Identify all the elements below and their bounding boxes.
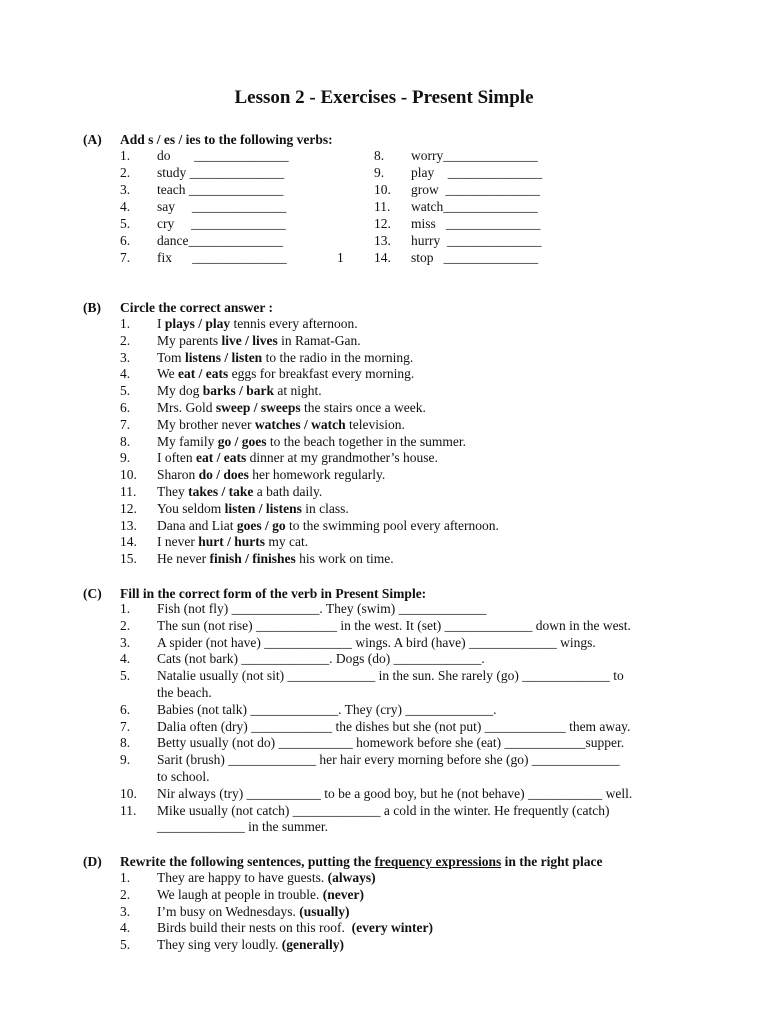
sentence [157,400,426,417]
item-number: 1. [120,870,131,885]
list-item [120,434,720,451]
section-b-heading [83,299,483,316]
sentence-start: Dana and Liat [157,517,237,533]
section-a-label: (A) [83,132,102,147]
verb-blank: say ______________ [157,199,287,214]
sentence-start: Sharon [157,467,199,483]
section-d-label: (D) [83,854,102,869]
sentence-end: in Ramat-Gan. [277,332,361,348]
item-number: 13. [120,517,137,533]
answer-choices: sweep / sweeps [215,400,301,415]
verb-blank: do ______________ [157,148,289,163]
sentence: Nir always (try) ___________ to be a good boy, but he (not behave) ___________ well. [157,785,633,801]
sentence: Natalie usually (not sit) _____________ in the sun. She rarely (go) _____________ to [157,668,624,684]
item-number: 11. [120,484,137,499]
sentence-end: the stairs once a week. [300,400,426,415]
item-number: 3. [120,349,131,365]
section-a-heading [83,131,483,148]
item-number: 4. [120,366,131,382]
answer-choices: eat / eats [178,366,229,382]
item-number: 14. [374,250,391,265]
list-item [120,484,720,501]
item-number: 10. [120,467,137,483]
frequency-expression: (generally) [281,937,344,953]
answer-choices: do / does [198,467,249,483]
sentence-start: My brother never [157,416,255,432]
item-number: 5. [120,937,131,953]
item-number: 1. [120,601,131,616]
list-item [120,501,720,518]
sentence [157,937,344,954]
item-number: 5. [120,216,131,231]
sentence-start: They [157,484,189,499]
answer-choices: go / goes [217,433,267,449]
sentence-start: I often [157,450,196,466]
answer-choices: hurt / hurts [198,534,265,550]
sentence: Fish (not fly) _____________. They (swim) _____________ [157,601,487,616]
answer-choices: listen / listens [224,500,302,516]
section-c-heading [83,585,583,602]
item-number: 3. [120,182,131,197]
sentence-start: Mrs. Gold [157,400,216,415]
sentence-start: My family [157,433,218,449]
sentence: Cats (not bark) _____________. Dogs (do) _____________. [157,651,485,667]
sentence-end: my cat. [265,534,309,550]
sentence [157,333,361,350]
item-number: 9. [120,450,131,466]
item-number: 7. [120,416,131,432]
item-number: 9. [374,165,385,180]
sentence-end: to the swimming pool every afternoon. [285,517,499,533]
page-title: Lesson 2 - Exercises - Present Simple [234,87,534,108]
sentence-end: dinner at my grandmother’s house. [246,450,438,466]
item-number: 12. [374,216,391,231]
item-number: 4. [120,651,131,667]
verb-blank: dance______________ [157,233,283,248]
item-number: 14. [120,534,137,550]
sentence [157,450,438,467]
item-number: 8. [120,433,131,449]
sentence-end: television. [345,416,405,432]
sentence: The sun (not rise) ____________ in the west. It (set) _____________ down in the west. [157,617,631,633]
list-item [120,316,720,333]
item-number: 5. [120,668,131,684]
sentence-continued: _____________ in the summer. [157,819,328,835]
frequency-expression: (every winter) [351,920,433,936]
sentence-end: eggs for breakfast every morning. [228,366,415,382]
item-number: 2. [120,617,131,633]
item-number: 7. [120,718,131,734]
sentence-start: I [157,316,165,331]
list-item [120,518,720,535]
item-number: 1. [120,316,131,331]
sentence-start: Tom [157,349,185,365]
verb-blank: study ______________ [157,165,285,180]
sentence: Babies (not talk) _____________. They (cry) _____________. [157,701,497,717]
item-number: 4. [120,920,131,936]
section-d-title [120,853,603,870]
list-item [120,467,720,484]
answer-choices: goes / go [236,517,286,533]
verb-blank: watch______________ [411,199,538,214]
sentence [157,904,350,921]
item-number: 10. [374,182,391,197]
verb-blank: worry______________ [411,148,538,163]
item-number: 13. [374,233,391,248]
answer-choices: barks / bark [202,383,275,399]
item-number: 6. [120,400,131,415]
sentence-start: He never [157,551,210,567]
sentence-end: in class. [301,500,349,516]
verb-blank: grow ______________ [411,182,540,197]
sentence [157,920,433,937]
item-number: 3. [120,903,131,919]
item-number: 8. [374,148,385,163]
list-item [120,383,720,400]
sentence [157,887,364,904]
item-number: 6. [120,233,131,248]
sentence-end: her homework regularly. [248,467,386,483]
item-number: 10. [120,785,137,801]
section-b-label: (B) [83,300,101,315]
section-a-title: Add s / es / ies to the following verbs: [120,132,333,147]
section-d-heading [83,853,723,870]
sentence-start: My parents [157,332,222,348]
frequency-expression: (never) [322,886,364,902]
list-item [120,366,720,383]
sentence-start: My dog [157,383,203,399]
sentence: Dalia often (dry) ____________ the dishes but she (not put) ____________ them away. [157,718,631,734]
sentence-end: at night. [274,383,322,399]
item-number: 11. [120,802,137,818]
item-number: 1. [120,148,131,163]
verb-blank: hurry ______________ [411,233,542,248]
frequency-expression: (usually) [299,903,350,919]
sentence-continued: to school. [157,769,210,784]
list-item [120,400,720,417]
item-number: 6. [120,701,131,717]
sentence-end: tennis every afternoon. [230,316,358,331]
section-b-title: Circle the correct answer : [120,300,273,315]
list-item-continuation [157,685,212,702]
answer-choices: plays / play [164,316,231,331]
sentence-end: to the beach together in the summer. [266,433,466,449]
item-number: 2. [120,886,131,902]
sentence [157,551,394,568]
verb-blank: fix ______________ [157,250,287,265]
verb-blank: play ______________ [411,165,543,180]
list-item [120,350,720,367]
sentence-start: You seldom [157,500,225,516]
list-item-continuation [157,819,328,836]
answer-choices: takes / take [188,484,254,499]
list-item [120,551,720,568]
sentence-text: They sing very loudly. [157,937,282,953]
list-item [120,534,720,551]
list-item [120,417,720,434]
sentence-end: a bath daily. [253,484,323,499]
sentence-start: I never [157,534,199,550]
sentence [157,467,385,484]
item-number: 9. [120,752,131,768]
list-item [120,333,720,350]
sentence-continued: the beach. [157,685,212,700]
sentence-text: I’m busy on Wednesdays. [157,903,300,919]
sentence [157,501,349,518]
sentence-end: his work on time. [295,551,394,567]
verb-blank: teach ______________ [157,182,284,197]
answer-choices: watches / watch [254,416,346,432]
answer-choices: eat / eats [195,450,247,466]
sentence [157,870,376,887]
sentence-text: They are happy to have guests. [157,870,328,885]
item-number: 8. [120,735,131,751]
sentence-text: We laugh at people in trouble. [157,886,323,902]
heading-underlined: frequency expressions [374,854,502,869]
item-number: 2. [120,165,131,180]
item-number: 2. [120,332,131,348]
heading-text: Rewrite the following sentences, putting the [120,854,375,869]
item-number: 15. [120,551,137,567]
answer-choices: finish / finishes [209,551,296,567]
verb-blank: cry ______________ [157,216,286,231]
sentence [157,484,322,501]
list-item-continuation [157,769,210,786]
sentence-start: We [157,366,179,382]
answer-choices: live / lives [221,332,278,348]
sentence: Mike usually (not catch) _____________ a cold in the winter. He frequently (catch) [157,802,610,818]
verb-blank: miss ______________ [411,216,541,231]
item-number: 5. [120,383,131,399]
sentence [157,366,414,383]
item-number: 3. [120,634,131,650]
section-c-label: (C) [83,586,102,601]
sentence [157,434,466,451]
sentence [157,417,405,434]
sentence [157,350,413,367]
sentence: Sarit (brush) _____________ her hair every morning before she (go) _____________ [157,752,620,768]
sentence [157,316,358,333]
item-number: 11. [374,199,391,214]
sentence [157,383,322,400]
item-number: 4. [120,199,131,214]
sentence-text: Birds build their nests on this roof. [157,920,352,936]
verb-blank: stop ______________ [411,250,539,265]
section-c-title: Fill in the correct form of the verb in Present Simple: [120,586,427,601]
item-number: 7. [120,250,131,265]
answer-choices: listens / listen [184,349,263,365]
frequency-expression: (always) [327,870,376,885]
heading-text-end: in the right place [501,854,603,869]
sentence: A spider (not have) _____________ wings. A bird (have) _____________ wings. [157,634,596,650]
sentence-end: to the radio in the morning. [262,349,414,365]
stray-number: 1 [337,250,344,265]
sentence [157,534,308,551]
sentence [157,518,499,535]
item-number: 12. [120,500,137,516]
sentence: Betty usually (not do) ___________ homework before she (eat) ____________supper. [157,735,625,751]
list-item [120,450,720,467]
